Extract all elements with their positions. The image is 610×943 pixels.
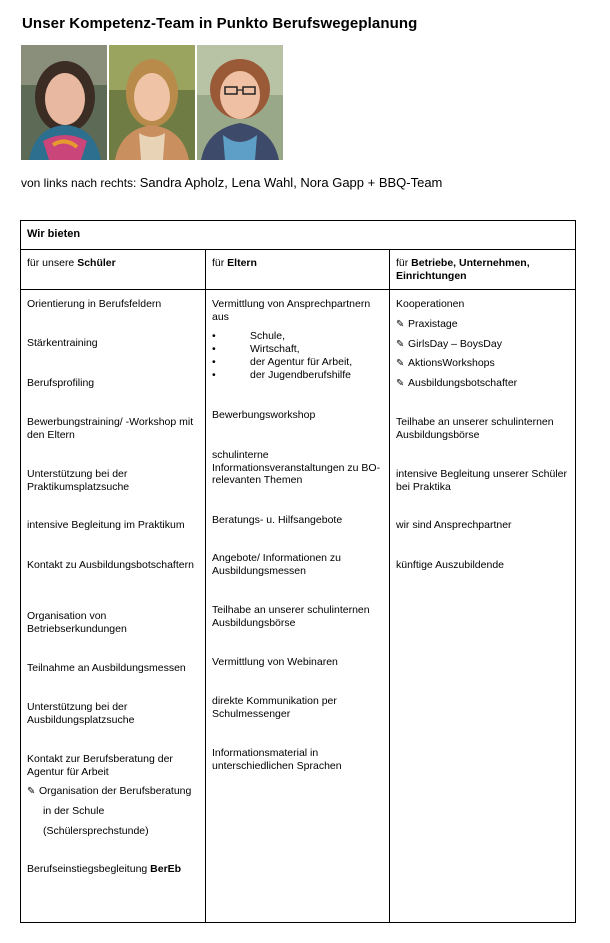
caption-names: Sandra Apholz, Lena Wahl, Nora Gapp + BBQ-Team (139, 175, 443, 190)
list-item: wir sind Ansprechpartner (396, 519, 512, 531)
column-prefix: für (212, 257, 228, 269)
column-betriebe (390, 290, 576, 923)
team-photo-2 (109, 45, 195, 160)
list-item: Teilhabe an unserer schulinternen Ausbildungsbörse (396, 416, 554, 441)
list-item: Teilnahme an Ausbildungsmessen (27, 662, 186, 674)
column-prefix: für (396, 257, 412, 269)
column-bold: Eltern (227, 257, 257, 269)
list-item: Unterstützung bei der Praktikumsplatzsuche (27, 468, 130, 493)
pencil-icon: ✎ (396, 319, 405, 330)
list-item: intensive Begleitung unserer Schüler bei Praktika (396, 468, 568, 493)
list-item: Kontakt zur Berufsberatung der Agentur für Arbeit (27, 753, 173, 778)
bullet-list (206, 330, 383, 382)
portrait-image (109, 45, 195, 160)
column-header-betriebe (390, 250, 576, 290)
bullet-item: Wirtschaft, (250, 343, 300, 355)
list-item: Stärkentraining (27, 337, 98, 349)
column-prefix: für unsere (27, 257, 78, 269)
table-header-label: Wir bieten (27, 228, 81, 240)
sub-item (396, 338, 569, 352)
sub-item-label: Organisation der Berufsberatung (39, 785, 192, 797)
column-bold: Betriebe, Unternehmen, Einrichtungen (396, 257, 530, 282)
list-item: Bewerbungsworkshop (212, 409, 316, 421)
list-item: Kontakt zu Ausbildungsbotschaftern (27, 559, 194, 571)
column-header-eltern (206, 250, 390, 290)
caption-prefix: von links nach rechts: (21, 176, 140, 190)
list-item: Bewerbungstraining/ -Workshop mit den Eltern (27, 416, 194, 441)
column-bold: Schüler (77, 257, 116, 269)
sub-item (27, 785, 199, 799)
bullet-item: der Jugendberufshilfe (250, 369, 351, 381)
sub-item (396, 357, 569, 371)
list-item: Teilhabe an unserer schulinternen Ausbildungsbörse (212, 604, 370, 629)
team-photos (21, 45, 283, 160)
pencil-icon: ✎ (396, 339, 405, 350)
team-photo-1 (21, 45, 107, 160)
team-photo-3 (197, 45, 283, 160)
bullet-icon: • (212, 343, 216, 355)
list-item: Informationsmaterial in unterschiedlichen Sprachen (212, 747, 342, 772)
bullet-item: der Agentur für Arbeit, (250, 356, 353, 368)
list-item: direkte Kommunikation per Schulmessenger (212, 695, 337, 720)
list-item: Orientierung in Berufsfeldern (27, 298, 162, 310)
list-item: intensive Begleitung im Praktikum (27, 519, 185, 531)
list-item: Unterstützung bei der Ausbildungsplatzsuche (27, 701, 135, 726)
list-item: Vermittlung von Ansprechpartnern aus (212, 298, 371, 323)
sub-item-label: Ausbildungsbotschafter (408, 377, 518, 389)
photo-caption (21, 175, 442, 190)
table-header (21, 221, 576, 250)
offer-table (20, 220, 576, 923)
sub-item-label: AktionsWorkshops (408, 357, 495, 369)
bullet-icon: • (212, 356, 216, 368)
list-item: Kooperationen (396, 298, 465, 310)
list-item: künftige Auszubildende (396, 559, 504, 571)
column-eltern (206, 290, 390, 923)
pencil-icon: ✎ (27, 786, 36, 797)
page-title: Unser Kompetenz-Team in Punkto Berufswegeplanung (22, 15, 418, 32)
sub-item-line: (Schülersprechstunde) (43, 825, 149, 837)
sub-item (396, 377, 569, 391)
list-item: Vermittlung von Webinaren (212, 656, 338, 668)
bullet-item: Schule, (250, 330, 286, 342)
pencil-icon: ✎ (396, 358, 405, 369)
column-schueler (21, 290, 206, 923)
portrait-image (21, 45, 107, 160)
sub-item-label: Praxistage (408, 318, 458, 330)
list-item: schulinterne Informationsveranstaltungen zu BO-relevanten Themen (212, 449, 381, 486)
list-item: Organisation von Betriebserkundungen (27, 610, 127, 635)
sub-item-line: in der Schule (43, 805, 105, 817)
list-item: Beratungs- u. Hilfsangebote (212, 514, 343, 526)
portrait-image (197, 45, 283, 160)
list-item: Berufsprofiling (27, 377, 95, 389)
column-header-schueler (21, 250, 206, 290)
list-item-bold: BerEb (150, 863, 182, 875)
sub-item (396, 318, 569, 332)
sub-item-label: GirlsDay – BoysDay (408, 338, 502, 350)
list-item (27, 863, 197, 876)
list-item: Angebote/ Informationen zu Ausbildungsmessen (212, 552, 342, 577)
bullet-icon: • (212, 369, 216, 381)
pencil-icon: ✎ (396, 378, 405, 389)
list-item-text: Berufseinstiegsbegleitung (27, 863, 151, 875)
bullet-icon: • (212, 330, 216, 342)
